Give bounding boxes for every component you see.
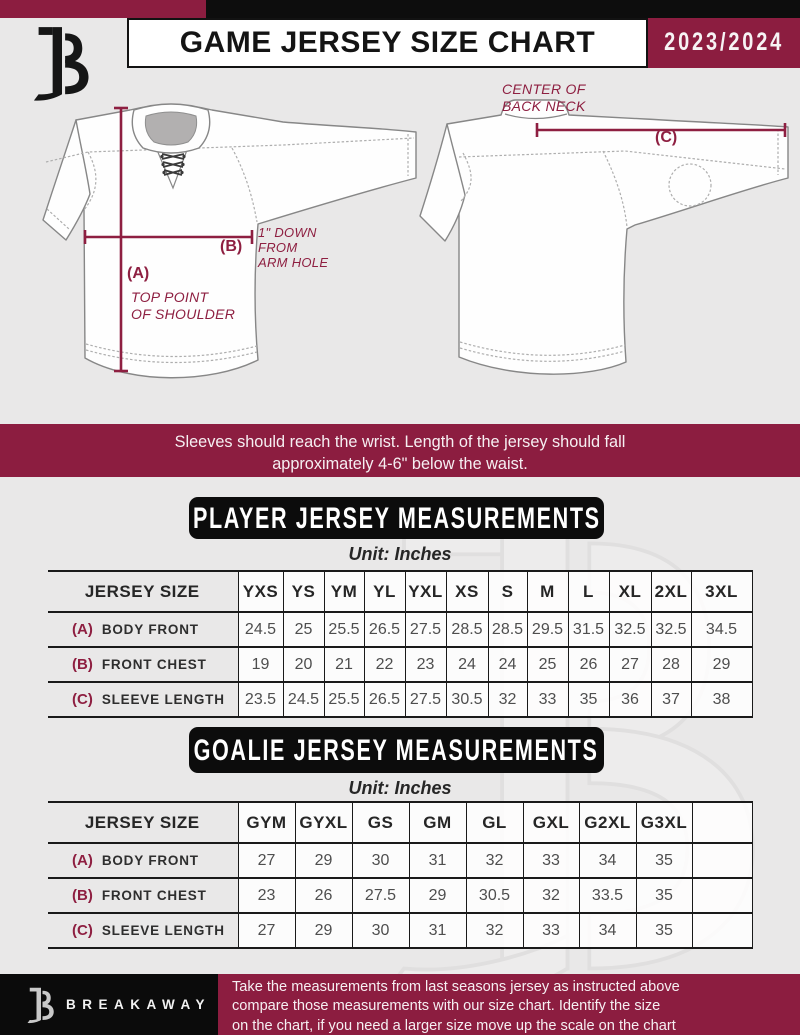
- row-label: SLEEVE LENGTH: [101, 922, 225, 938]
- value-cell: 37: [651, 682, 691, 717]
- value-cell: 32.5: [651, 612, 691, 647]
- label-a: (A): [127, 265, 150, 282]
- goalie-unit-label: Unit: Inches: [348, 778, 452, 798]
- goalie-size-table: [48, 801, 753, 949]
- value-cell: [692, 878, 752, 913]
- value-cell: 27.5: [352, 878, 409, 913]
- size-header-cell: YL: [364, 571, 405, 612]
- shoulder-note: TOP POINT OF SHOULDER: [131, 289, 236, 322]
- value-cell: 25.5: [324, 612, 364, 647]
- value-cell: 34.5: [691, 612, 752, 647]
- size-header-cell: G2XL: [579, 802, 636, 843]
- value-cell: 24: [446, 647, 488, 682]
- value-cell: 30: [352, 843, 409, 878]
- size-header-cell: 2XL: [651, 571, 691, 612]
- row-key: (B): [72, 886, 93, 904]
- size-label-header: JERSEY SIZE: [48, 571, 238, 612]
- value-cell: 31: [409, 843, 466, 878]
- size-header-cell: YM: [324, 571, 364, 612]
- value-cell: 38: [691, 682, 752, 717]
- table-row: [48, 647, 752, 682]
- value-cell: [692, 843, 752, 878]
- table-row: [48, 878, 752, 913]
- value-cell: 35: [636, 913, 692, 948]
- size-header-cell: XS: [446, 571, 488, 612]
- fit-note-line2: approximately 4-6" below the waist.: [272, 455, 528, 473]
- row-label: BODY FRONT: [101, 852, 199, 868]
- value-cell: 30: [352, 913, 409, 948]
- size-header-cell: G3XL: [636, 802, 692, 843]
- value-cell: 29: [295, 843, 352, 878]
- footer-breakaway-logo: [26, 986, 56, 1024]
- value-cell: 23.5: [238, 682, 283, 717]
- value-cell: 35: [568, 682, 609, 717]
- value-cell: 31.5: [568, 612, 609, 647]
- row-label: BODY FRONT: [101, 621, 199, 637]
- fit-note-banner: [0, 424, 800, 477]
- footer-line3: on the chart, if you need a larger size move up the scale on the chart: [232, 1017, 676, 1034]
- row-label: FRONT CHEST: [101, 887, 207, 903]
- value-cell: 31: [409, 913, 466, 948]
- row-label: SLEEVE LENGTH: [101, 691, 225, 707]
- player-unit-label: Unit: Inches: [348, 544, 452, 564]
- value-cell: 32: [466, 843, 523, 878]
- value-cell: 27.5: [405, 682, 446, 717]
- footer-brand-name: BREAKAWAY: [66, 997, 212, 1012]
- value-cell: 29: [409, 878, 466, 913]
- value-cell: 36: [609, 682, 651, 717]
- value-cell: 25: [527, 647, 568, 682]
- value-cell: 21: [324, 647, 364, 682]
- label-c: (C): [655, 129, 678, 146]
- value-cell: 28.5: [446, 612, 488, 647]
- value-cell: 25: [283, 612, 324, 647]
- center-back-neck-note: CENTER OF BACK NECK: [502, 81, 586, 114]
- row-label-cell: [48, 843, 238, 878]
- value-cell: 30.5: [446, 682, 488, 717]
- value-cell: 23: [405, 647, 446, 682]
- footer-line2: compare those measurements with our size chart. Identify the size: [232, 998, 661, 1015]
- value-cell: 27: [609, 647, 651, 682]
- player-table: [48, 570, 753, 718]
- size-header-cell: YXL: [405, 571, 446, 612]
- value-cell: 27: [238, 843, 295, 878]
- footer-line1: Take the measurements from last seasons jersey as instructed above: [232, 979, 680, 995]
- size-header-cell: GM: [409, 802, 466, 843]
- value-cell: 19: [238, 647, 283, 682]
- value-cell: 20: [283, 647, 324, 682]
- row-label: FRONT CHEST: [101, 656, 207, 672]
- size-header-cell: GS: [352, 802, 409, 843]
- value-cell: 32: [466, 913, 523, 948]
- table-row: [48, 843, 752, 878]
- value-cell: 28: [651, 647, 691, 682]
- top-strip-black: [206, 0, 800, 18]
- value-cell: 26: [568, 647, 609, 682]
- player-section-heading: PLAYER JERSEY MEASUREMENTS: [189, 497, 604, 539]
- value-cell: 29: [295, 913, 352, 948]
- value-cell: [692, 913, 752, 948]
- row-label-cell: [48, 913, 238, 948]
- footer-brand-box: [0, 974, 218, 1035]
- size-header-cell: YS: [283, 571, 324, 612]
- table-row: [48, 612, 752, 647]
- value-cell: 29.5: [527, 612, 568, 647]
- player-size-table: [48, 570, 753, 718]
- goalie-table: [48, 801, 753, 949]
- value-cell: 34: [579, 913, 636, 948]
- size-header-cell: XL: [609, 571, 651, 612]
- size-header-cell: GYXL: [295, 802, 352, 843]
- value-cell: 33: [527, 682, 568, 717]
- value-cell: 30.5: [466, 878, 523, 913]
- season-label: 2023/2024: [664, 28, 784, 56]
- value-cell: 26.5: [364, 682, 405, 717]
- value-cell: 23: [238, 878, 295, 913]
- value-cell: 26.5: [364, 612, 405, 647]
- row-label-cell: [48, 878, 238, 913]
- value-cell: 32: [488, 682, 527, 717]
- value-cell: 32: [523, 878, 579, 913]
- row-key: (C): [72, 690, 93, 708]
- value-cell: 35: [636, 878, 692, 913]
- size-header-cell: M: [527, 571, 568, 612]
- value-cell: 24.5: [238, 612, 283, 647]
- table-row: [48, 682, 752, 717]
- row-key: (C): [72, 921, 93, 939]
- value-cell: 26: [295, 878, 352, 913]
- size-header-cell: S: [488, 571, 527, 612]
- value-cell: 22: [364, 647, 405, 682]
- value-cell: 24.5: [283, 682, 324, 717]
- value-cell: 34: [579, 843, 636, 878]
- value-cell: 33: [523, 913, 579, 948]
- value-cell: 24: [488, 647, 527, 682]
- season-badge: [648, 18, 800, 68]
- value-cell: 33: [523, 843, 579, 878]
- front-jersey-diagram: [0, 88, 420, 410]
- page-title: GAME JERSEY SIZE CHART: [179, 26, 596, 59]
- back-jersey-diagram: [395, 85, 800, 400]
- value-cell: 27: [238, 913, 295, 948]
- row-label-cell: [48, 682, 238, 717]
- size-header-cell: 3XL: [691, 571, 752, 612]
- row-key: (A): [72, 851, 93, 869]
- size-header-cell: GYM: [238, 802, 295, 843]
- size-label-header: JERSEY SIZE: [48, 802, 238, 843]
- page-title-box: [127, 18, 648, 68]
- size-header-cell: GXL: [523, 802, 579, 843]
- size-header-cell: L: [568, 571, 609, 612]
- top-strip-maroon: [0, 0, 206, 18]
- value-cell: 28.5: [488, 612, 527, 647]
- fit-note-line1: Sleeves should reach the wrist. Length of the jersey should fall: [174, 433, 626, 451]
- table-row: [48, 913, 752, 948]
- value-cell: 32.5: [609, 612, 651, 647]
- size-header-cell: [692, 802, 752, 843]
- armhole-note: 1" DOWN FROM ARM HOLE: [258, 225, 329, 270]
- label-b: (B): [220, 238, 243, 255]
- value-cell: 29: [691, 647, 752, 682]
- size-header-cell: GL: [466, 802, 523, 843]
- value-cell: 35: [636, 843, 692, 878]
- goalie-section-heading: GOALIE JERSEY MEASUREMENTS: [189, 727, 604, 773]
- size-header-cell: YXS: [238, 571, 283, 612]
- value-cell: 33.5: [579, 878, 636, 913]
- row-label-cell: [48, 647, 238, 682]
- value-cell: 25.5: [324, 682, 364, 717]
- row-key: (A): [72, 620, 93, 638]
- footer-instructions: [218, 974, 800, 1035]
- row-key: (B): [72, 655, 93, 673]
- value-cell: 27.5: [405, 612, 446, 647]
- row-label-cell: [48, 612, 238, 647]
